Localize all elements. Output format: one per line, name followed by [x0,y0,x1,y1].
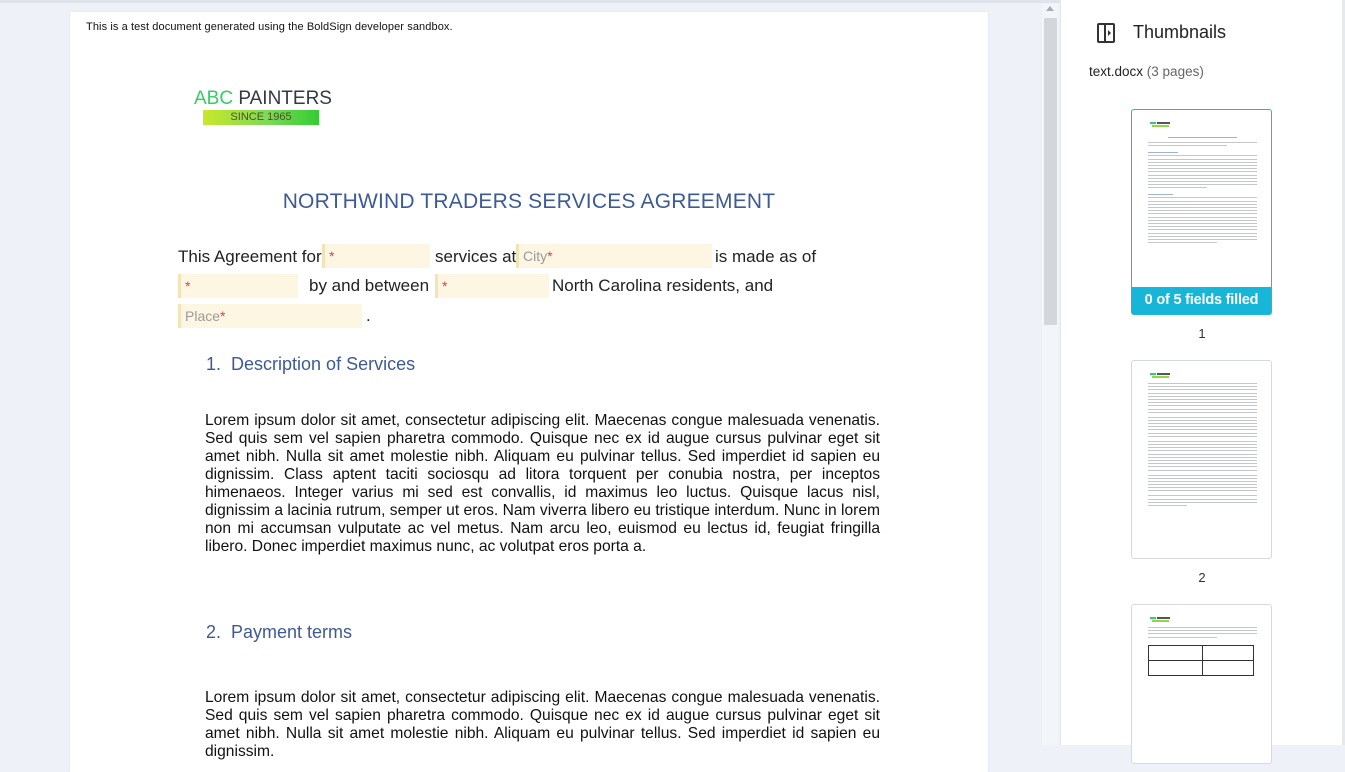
viewer-scrollbar-thumb[interactable] [1044,18,1057,325]
scroll-up-arrow-icon[interactable] [1046,6,1054,11]
required-mark: * [547,248,553,264]
thumbnail-page-number: 1 [1198,326,1206,341]
mini-logo [1150,122,1172,127]
thumbnails-panel [1060,0,1342,745]
file-name: text.docx [1089,64,1144,79]
page-thumbnail-2[interactable] [1131,360,1272,559]
required-mark: * [329,248,335,264]
mini-logo [1150,617,1172,622]
service-field[interactable] [322,244,430,268]
viewer-top-border [0,0,1060,3]
document-page-1 [70,12,988,772]
company-logo [194,88,334,125]
fields-filled-banner: 0 of 5 fields filled [1132,287,1271,314]
city-field[interactable]: City* [516,244,712,268]
required-mark: * [185,278,191,294]
sandbox-note: This is a test document generated using the BoldSign developer sandbox. [86,21,453,33]
page-thumbnail-3[interactable] [1131,604,1272,764]
required-mark: * [220,308,226,324]
mini-logo [1150,373,1172,378]
place-field[interactable]: Place* [178,304,362,328]
section-body-2: Lorem ipsum dolor sit amet, consectetur adipiscing elit. Maecenas congue malesuada venenatis. Sed quis sem vel sapien pharetra commodo. Quisque nec ex id augue cursus pulvinar eget sit amet nibh. Nulla sit amet molestie nibh. Aliquam eu pulvinar tellus. Sed imperdiet id sapien eu dignissim. [205,689,880,760]
file-info [1089,64,1204,79]
agreement-text-3: is made as of [715,247,817,266]
agreement-text-2: services at [435,247,517,266]
document-title: NORTHWIND TRADERS SERVICES AGREEMENT [282,190,776,213]
required-mark: * [442,278,448,294]
date-field[interactable] [178,274,298,298]
sidebar-panel-icon[interactable] [1097,23,1115,43]
thumbnails-title: Thumbnails [1133,22,1227,42]
agreement-text-4: by and between [309,276,430,295]
file-page-count: (3 pages) [1146,64,1204,79]
section-body-1: Lorem ipsum dolor sit amet, consectetur adipiscing elit. Maecenas congue malesuada venenatis. Sed quis sem vel sapien pharetra commodo. Quisque nec ex id augue cursus pulvinar eget sit amet nibh. Nulla sit amet molestie nibh. Aliquam eu pulvinar tellus. Sed imperdiet id sapien eu dignissim. Class aptent taciti sociosqu ad litora torquent per conubia nostra, per inceptos himenaeos. Integer varius mi sed est convallis, id maximus leo luctus. Quisque lacus nisl, dignissim a lacinia rutrum, semper ut eros. Nam viverra libero eu tristique interdum. Nunc in lorem non mi accumsan vulputate ac vel metus. Nam arcu leo, euismod eu lectus id, feugiat fringilla libero. Donec imperdiet maximus nunc, ac volutpat eros porta a. [205,412,880,555]
thumbnail-page-number: 2 [1198,570,1206,585]
agreement-text-6: . [366,306,371,325]
logo-since-banner: SINCE 1965 [203,110,319,125]
logo-painters-text: PAINTERS [233,88,332,109]
party-field[interactable] [435,274,549,298]
section-heading-2: 2. Payment terms [206,622,353,642]
agreement-text-1: This Agreement for [178,247,322,266]
mini-table [1148,645,1254,676]
logo-abc-text: ABC [194,88,234,109]
agreement-text-5: North Carolina residents, and [552,276,774,295]
page-thumbnail-1[interactable] [1131,109,1272,315]
section-heading-1: 1. Description of Services [206,354,416,374]
